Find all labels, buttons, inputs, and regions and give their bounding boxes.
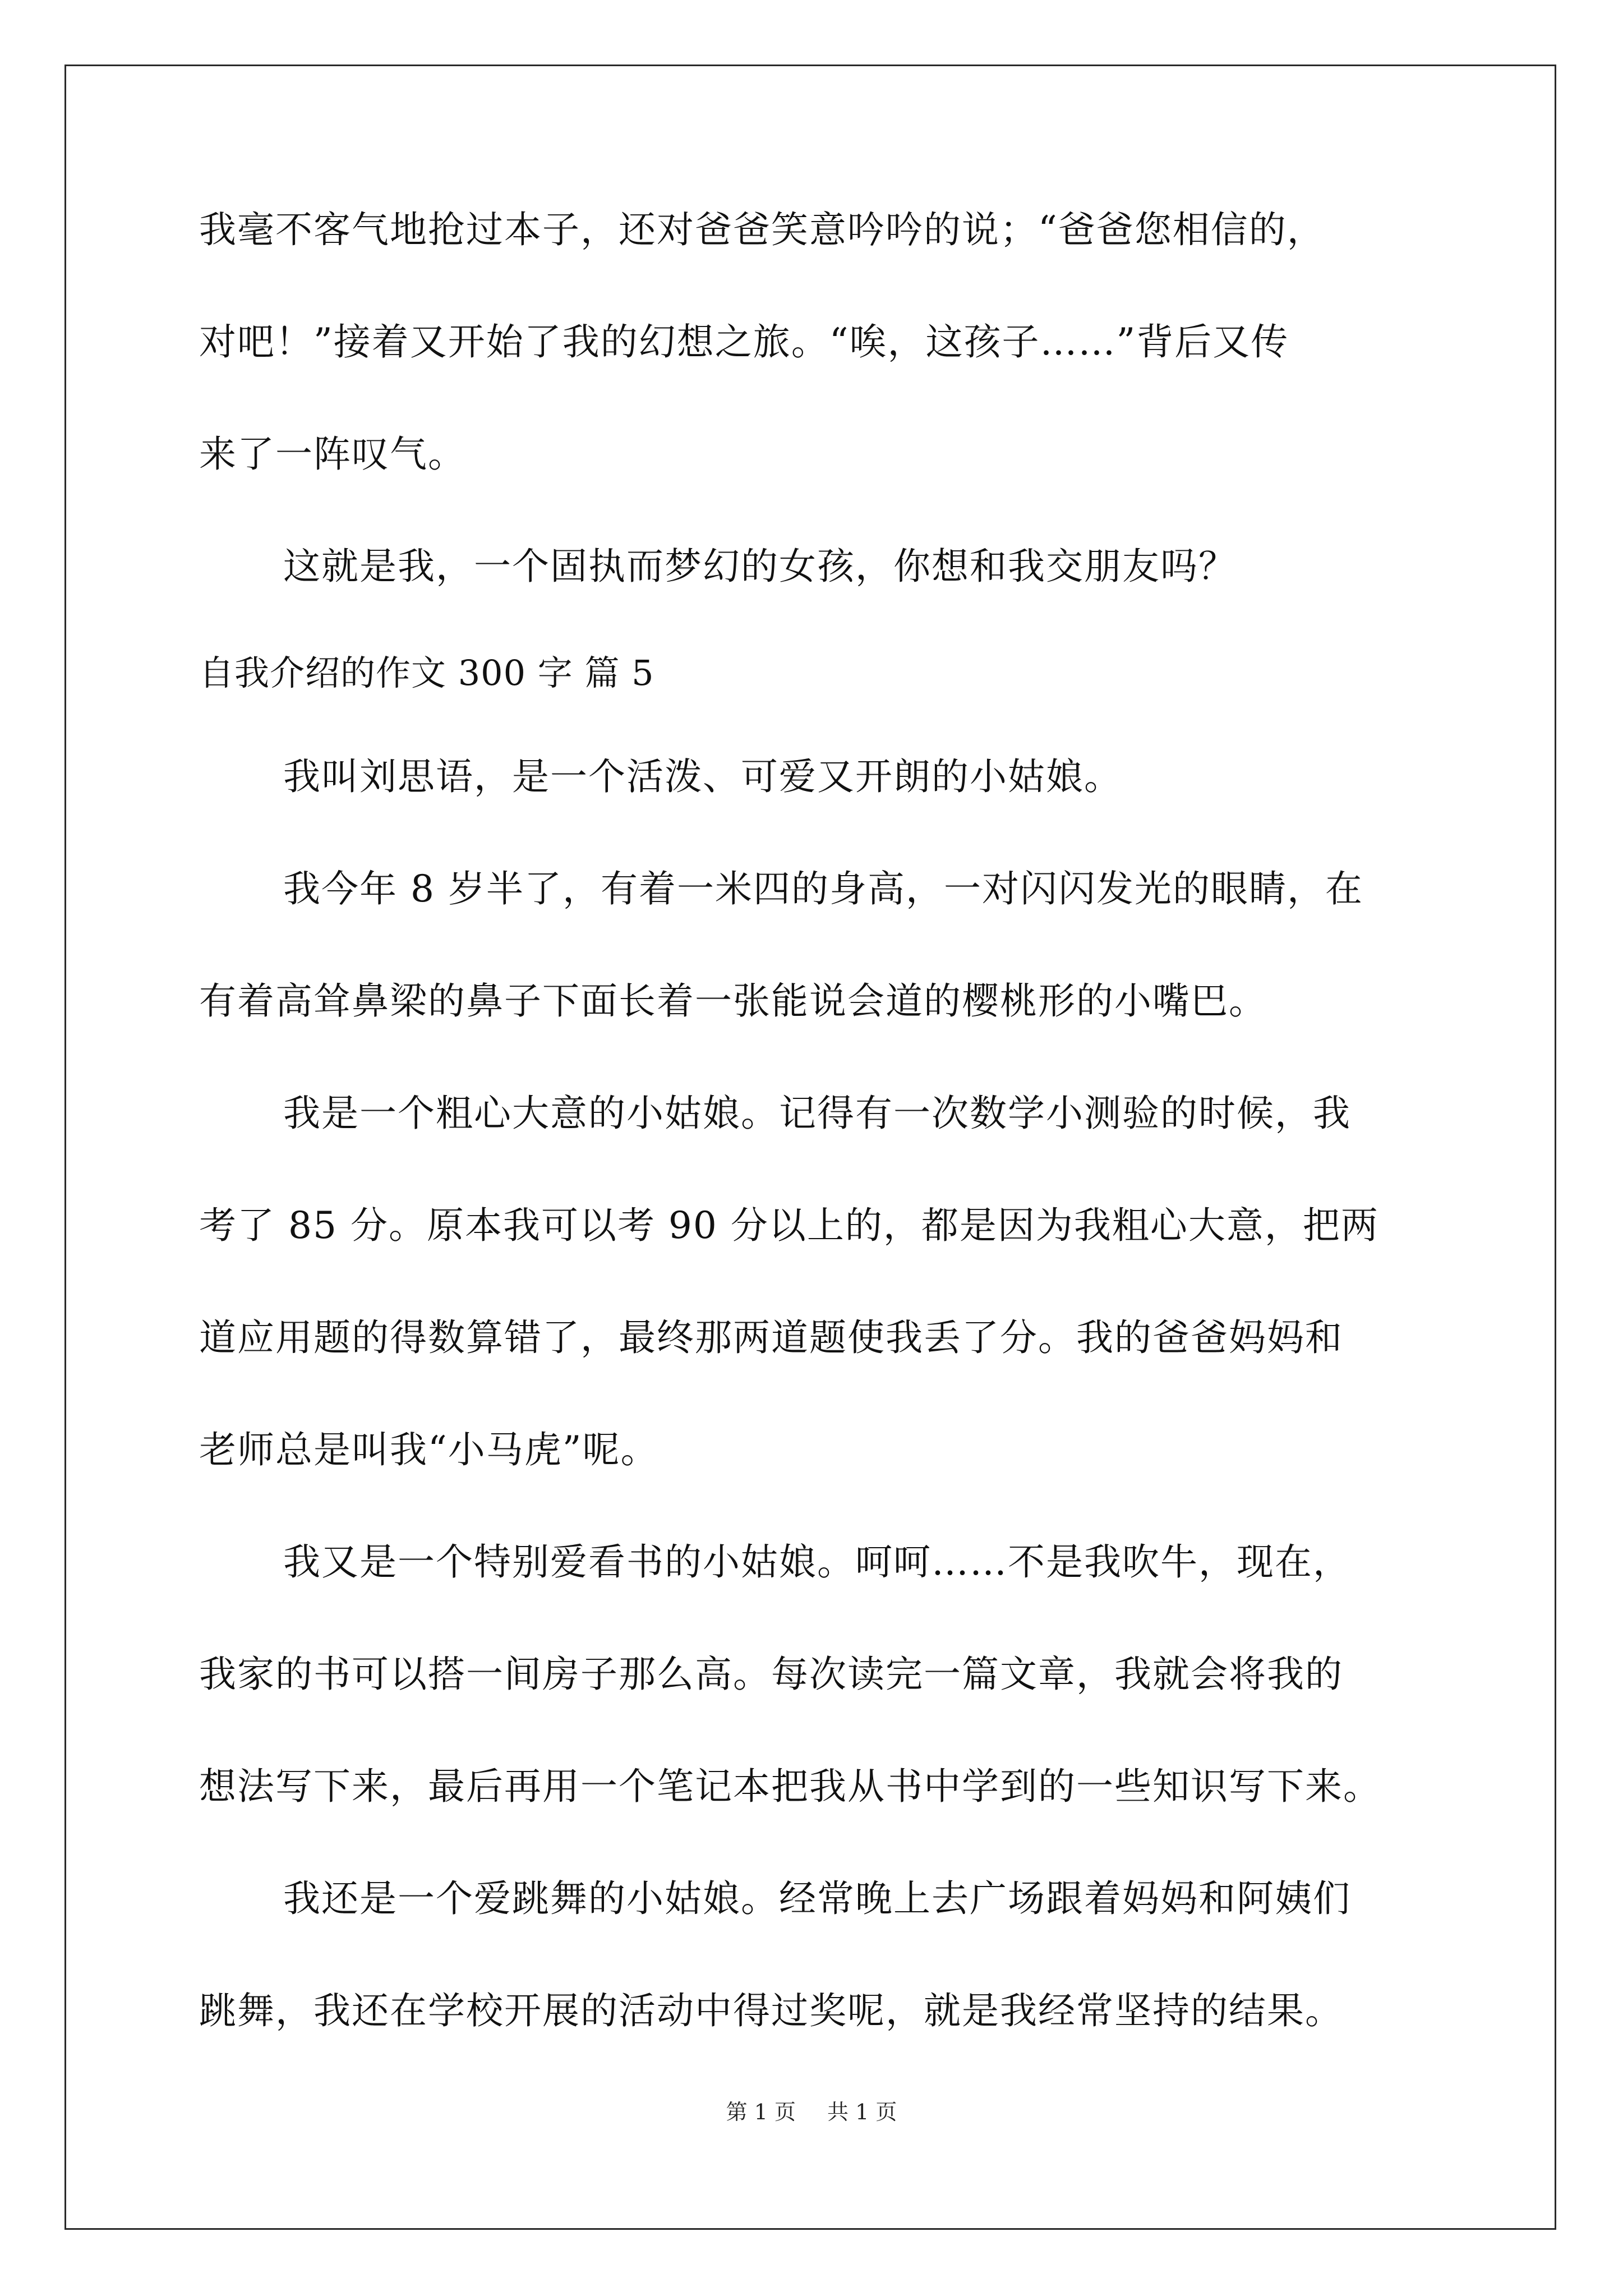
text-line: 我毫不客气地抢过本子，还对爸爸笑意吟吟的说；“爸爸您相信的， [199,208,1325,251]
text-line: 道应用题的得数算错了，最终那两道题使我丢了分。我的爸爸妈妈和 [199,1316,1343,1359]
text-line: 对吧！”接着又开始了我的幻想之旅。“唉，这孩子……”背后又传 [199,320,1289,364]
total-pages-indicator: 共 1 页 [827,2100,897,2124]
current-page-indicator: 第 1 页 [726,2100,796,2124]
text-line: 来了一阵叹气。 [199,432,466,476]
text-line: 我又是一个特别爱看书的小姑娘。呵呵……不是我吹牛，现在， [283,1540,1351,1584]
text-line: 我是一个粗心大意的小姑娘。记得有一次数学小测验的时候，我 [283,1092,1351,1135]
text-line: 这就是我，一个固执而梦幻的女孩，你想和我交朋友吗？ [283,545,1237,588]
text-line: 我还是一个爱跳舞的小姑娘。经常晚上去广场跟着妈妈和阿姨们 [283,1877,1351,1920]
text-line: 我今年 8 岁半了，有着一米四的身高，一对闪闪发光的眼睛，在 [283,867,1363,910]
section-heading: 自我介绍的作文 300 字 篇 5 [199,652,654,693]
text-line: 老师总是叫我“小马虎”呢。 [199,1428,659,1471]
text-line: 考了 85 分。原本我可以考 90 分以上的，都是因为我粗心大意，把两 [199,1204,1379,1247]
text-line: 想法写下来，最后再用一个笔记本把我从书中学到的一些知识写下来。 [199,1765,1381,1808]
page-footer [0,2098,1623,2126]
text-line: 有着高耸鼻梁的鼻子下面长着一张能说会道的樱桃形的小嘴巴。 [199,979,1267,1023]
text-line: 我家的书可以搭一间房子那么高。每次读完一篇文章，我就会将我的 [199,1653,1343,1696]
text-line: 我叫刘思语，是一个活泼、可爱又开朗的小姑娘。 [283,755,1122,798]
text-line: 跳舞，我还在学校开展的活动中得过奖呢，就是我经常坚持的结果。 [199,1989,1343,2032]
